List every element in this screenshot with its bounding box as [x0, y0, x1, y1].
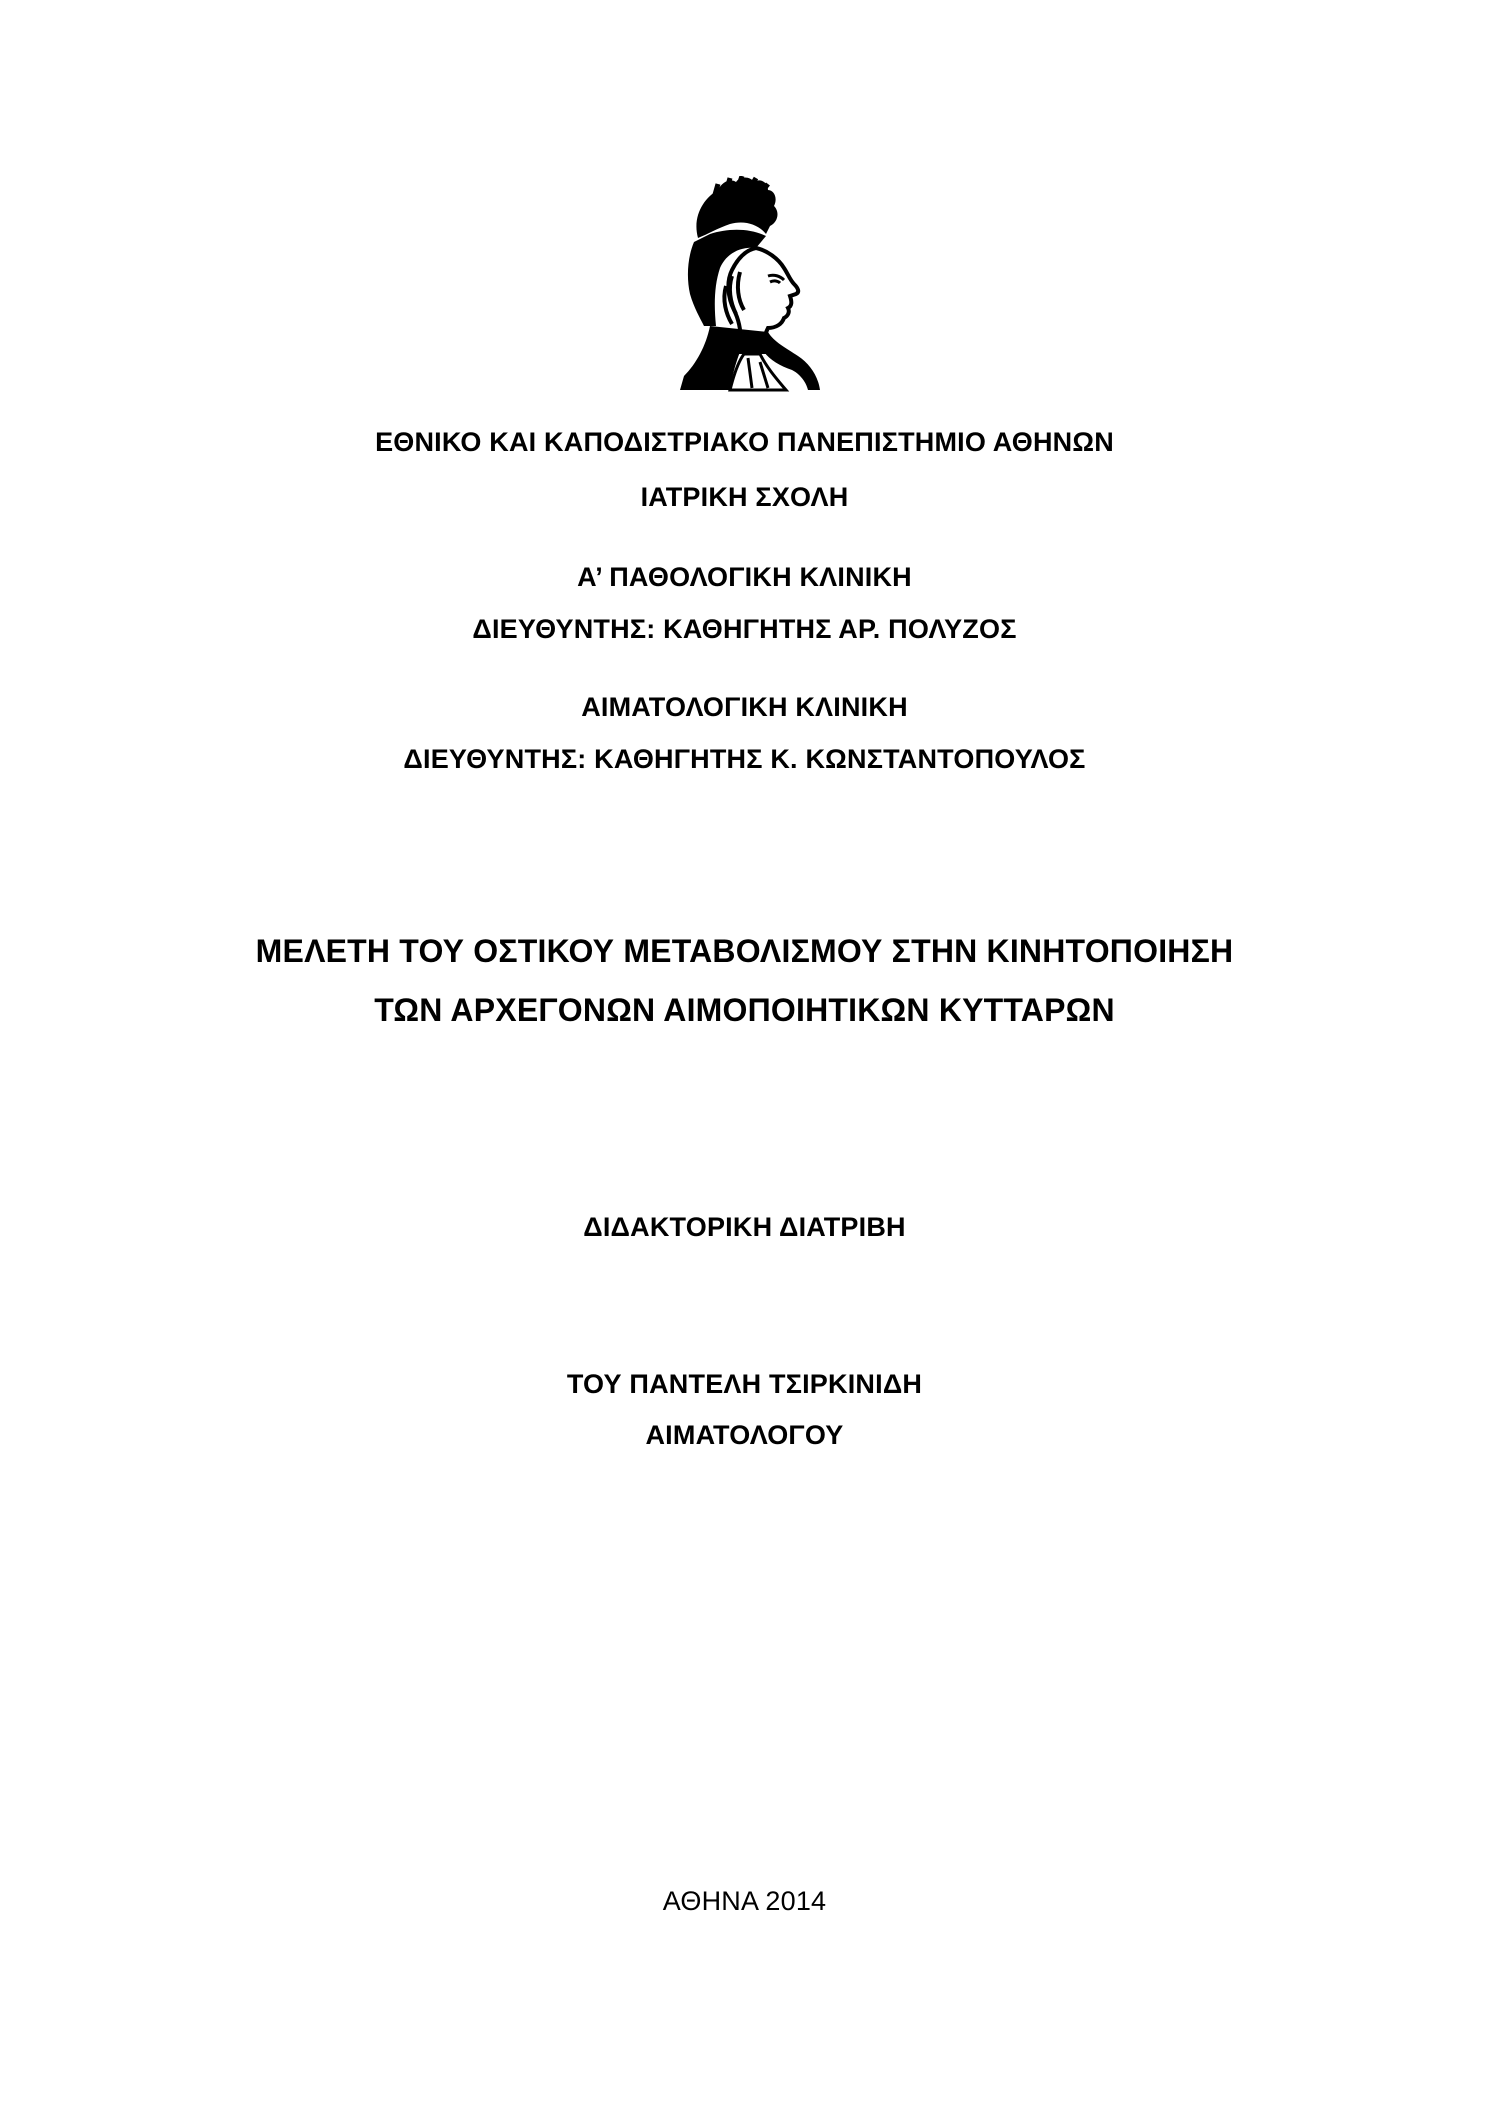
author-specialty: ΑΙΜΑΤΟΛΟΓΟΥ	[645, 1420, 844, 1450]
university-name: ΕΘΝΙΚΟ ΚΑΙ ΚΑΠΟΔΙΣΤΡΙΑΚΟ ΠΑΝΕΠΙΣΤΗΜΙΟ ΑΘΗΝΩΝ	[375, 427, 1114, 457]
place-and-year: ΑΘΗΝΑ 2014	[662, 1886, 827, 1916]
clinic-1-director: ΔΙΕΥΘΥΝΤΗΣ: ΚΑΘΗΓΗΤΗΣ ΑΡ. ΠΟΛΥΖΟΣ	[472, 614, 1017, 644]
clinic-2-director: ΔΙΕΥΘΥΝΤΗΣ: ΚΑΘΗΓΗΤΗΣ Κ. ΚΩΝΣΤΑΝΤΟΠΟΥΛΟΣ	[403, 744, 1086, 774]
thesis-title-line-2: ΤΩΝ ΑΡΧΕΓΟΝΩΝ ΑΙΜΟΠΟΙΗΤΙΚΩΝ ΚΥΤΤΑΡΩΝ	[374, 992, 1115, 1028]
athena-head-emblem-icon	[670, 176, 820, 396]
document-type: ΔΙΔΑΚΤΟΡΙΚΗ ΔΙΑΤΡΙΒΗ	[583, 1212, 906, 1242]
author-name: ΤΟΥ ΠΑΝΤΕΛΗ ΤΣΙΡΚΙΝΙΔΗ	[566, 1369, 923, 1399]
clinic-2-name: ΑΙΜΑΤΟΛΟΓΙΚΗ ΚΛΙΝΙΚΗ	[581, 692, 908, 722]
clinic-1-name: Α’ ΠΑΘΟΛΟΓΙΚΗ ΚΛΙΝΙΚΗ	[577, 562, 912, 592]
school-name: ΙΑΤΡΙΚΗ ΣΧΟΛΗ	[640, 482, 849, 512]
thesis-title-line-1: ΜΕΛΕΤΗ ΤΟΥ ΟΣΤΙΚΟΥ ΜΕΤΑΒΟΛΙΣΜΟΥ ΣΤΗΝ ΚΙΝΗΤΟΠΟΙΗΣΗ	[255, 933, 1234, 969]
